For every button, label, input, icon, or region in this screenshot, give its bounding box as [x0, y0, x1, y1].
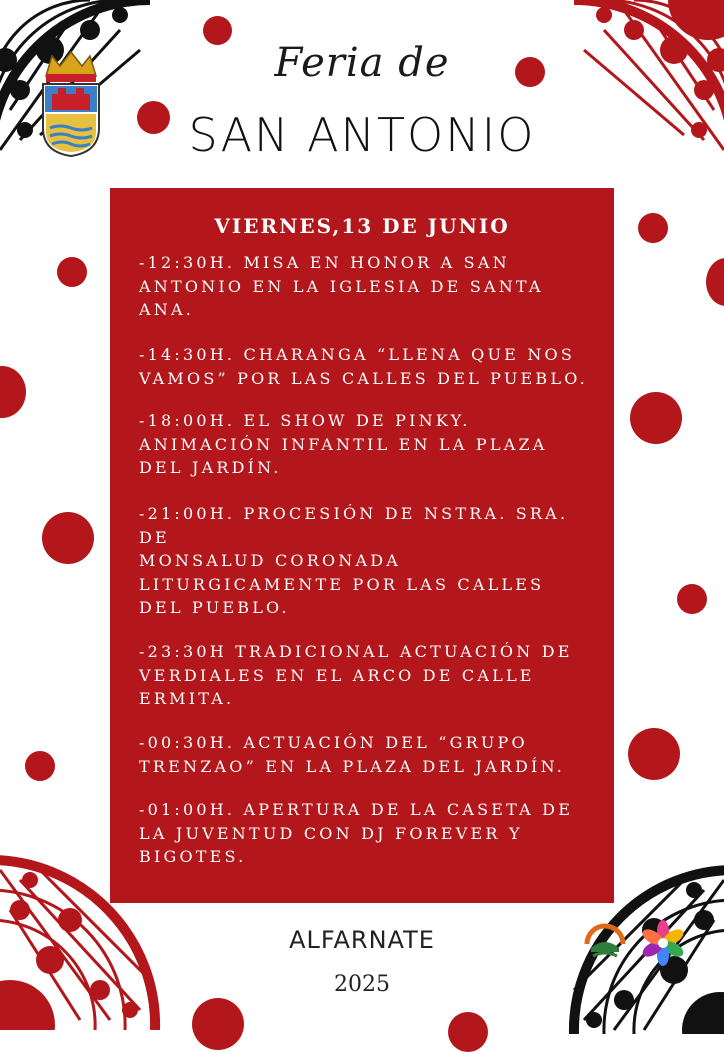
- polka-dot: [706, 258, 724, 306]
- polka-dot: [0, 366, 26, 418]
- polka-dot: [192, 998, 244, 1050]
- event-year: 2025: [334, 972, 390, 997]
- polka-dot: [638, 213, 668, 243]
- program-event: -01:00H. APERTURA DE LA CASETA DE LA JUVENTUD CON DJ FOREVER Y BIGOTES.: [139, 800, 574, 866]
- polka-dot: [42, 512, 94, 564]
- polka-dot: [25, 751, 55, 781]
- flower-logo-icon: [640, 920, 686, 966]
- sponsor-logo-icon: [583, 918, 627, 962]
- feria-title-script: Feria de: [274, 40, 450, 86]
- polka-dot: [677, 584, 707, 614]
- polka-dot: [628, 728, 680, 780]
- page-title: SAN ANTONIO: [188, 108, 536, 162]
- polka-dot: [630, 392, 682, 444]
- program-panel: [110, 188, 614, 903]
- program-event: -21:00H. PROCESIÓN DE NSTRA. SRA. DE MONSALUD CORONADA LITURGICAMENTE POR LAS CALLES DEL PUEBLO.: [139, 504, 569, 617]
- polka-dot: [448, 1012, 488, 1052]
- town-name: ALFARNATE: [289, 926, 435, 954]
- program-event: -12:30H. MISA EN HONOR A SAN ANTONIO EN LA IGLESIA DE SANTA ANA.: [139, 253, 544, 319]
- polka-dot: [57, 257, 87, 287]
- program-event: -00:30H. ACTUACIÓN DEL “GRUPO TRENZAO” EN LA PLAZA DEL JARDÍN.: [139, 733, 566, 776]
- program-day-heading: VIERNES,13 DE JUNIO: [214, 214, 510, 238]
- program-event: -23:30H TRADICIONAL ACTUACIÓN DE VERDIALES EN EL ARCO DE CALLE ERMITA.: [139, 642, 573, 708]
- program-event: -14:30H. CHARANGA “LLENA QUE NOS VAMOS” POR LAS CALLES DEL PUEBLO.: [139, 345, 588, 388]
- program-event: -18:00H. EL SHOW DE PINKY. ANIMACIÓN INFANTIL EN LA PLAZA DEL JARDÍN.: [139, 411, 548, 477]
